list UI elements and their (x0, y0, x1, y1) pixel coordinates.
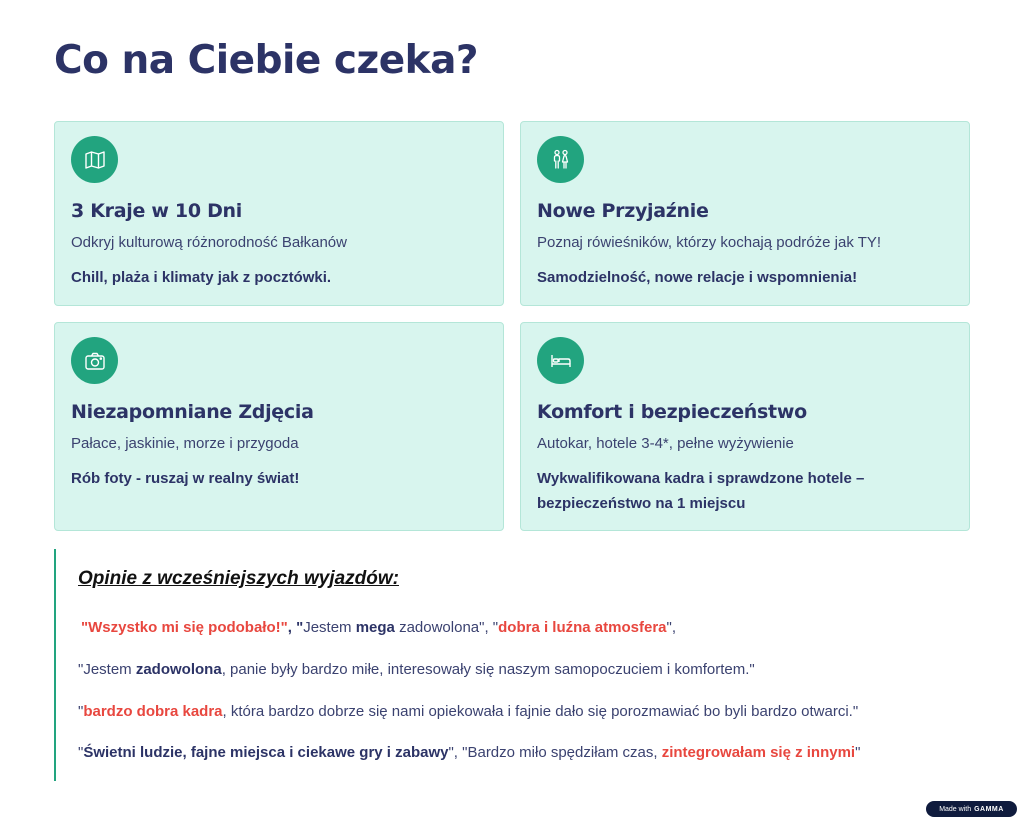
opinion-text: ", "Bardzo miło spędziłam czas, (448, 744, 662, 761)
opinion-line-2 (78, 661, 755, 678)
bed-icon (537, 337, 584, 384)
opinion-text: " (855, 744, 861, 761)
badge-prefix: Made with (939, 805, 972, 813)
opinion-separator: , " (287, 619, 304, 636)
card-subtitle: Poznaj rówieśników, którzy kochają podróże jak TY! (537, 233, 882, 251)
feature-card-comfort (520, 322, 970, 531)
card-title: 3 Kraje w 10 Dni (71, 200, 242, 222)
opinion-text: ", (666, 619, 676, 636)
opinion-text: Jestem (303, 619, 356, 636)
feature-card-friendships (520, 121, 970, 306)
opinion-highlight: bardzo dobra kadra (83, 703, 223, 720)
feature-card-countries (54, 121, 504, 306)
opinion-text: , która bardzo dobrze się nami opiekowała i fajnie dało się porozmawiać bo byli bardzo otwarci." (222, 703, 859, 720)
opinion-text: , panie były bardzo miłe, interesowały się naszym samopoczuciem i komfortem." (221, 661, 755, 678)
made-with-gamma-badge[interactable] (926, 801, 1017, 817)
page-title: Co na Ciebie czeka? (54, 38, 479, 83)
opinion-line-3 (78, 703, 858, 720)
opinion-text: " (78, 744, 84, 761)
feature-card-photos (54, 322, 504, 531)
opinions-section (54, 549, 954, 781)
opinion-text: "Jestem (78, 661, 136, 678)
card-highlight: Samodzielność, nowe relacje i wspomnienia! (537, 269, 858, 287)
opinion-quote: "Wszystko mi się podobało!" (81, 619, 288, 636)
opinion-text: " (78, 703, 84, 720)
card-subtitle: Odkryj kulturową różnorodność Bałkanów (71, 233, 347, 251)
gamma-logo: GAMMA (974, 805, 1004, 813)
opinion-emphasis: mega (355, 619, 395, 636)
people-icon (537, 136, 584, 183)
card-title: Nowe Przyjaźnie (537, 200, 709, 222)
opinion-emphasis: zadowolona (135, 661, 222, 678)
card-title: Komfort i bezpieczeństwo (537, 401, 807, 423)
map-icon (71, 136, 118, 183)
opinion-line-4 (78, 744, 860, 761)
opinion-text: zadowolona", " (394, 619, 499, 636)
card-highlight: Wykwalifikowana kadra i sprawdzone hotele – bezpieczeństwo na 1 miejscu (537, 470, 865, 513)
card-title: Niezapomniane Zdjęcia (71, 401, 314, 423)
card-highlight: Rób foty - ruszaj w realny świat! (71, 470, 300, 488)
opinion-emphasis: Świetni ludzie, fajne miejsca i ciekawe gry i zabawy (83, 744, 449, 761)
opinion-highlight: dobra i luźna atmosfera (498, 619, 667, 636)
card-highlight: Chill, plaża i klimaty jak z pocztówki. (71, 269, 332, 287)
card-subtitle: Pałace, jaskinie, morze i przygoda (71, 434, 299, 452)
camera-icon (71, 337, 118, 384)
opinion-line-1 (81, 619, 676, 636)
card-subtitle: Autokar, hotele 3-4*, pełne wyżywienie (537, 434, 794, 452)
opinion-highlight: zintegrowałam się z innymi (661, 744, 856, 761)
opinions-heading: Opinie z wcześniejszych wyjazdów: (78, 568, 399, 589)
